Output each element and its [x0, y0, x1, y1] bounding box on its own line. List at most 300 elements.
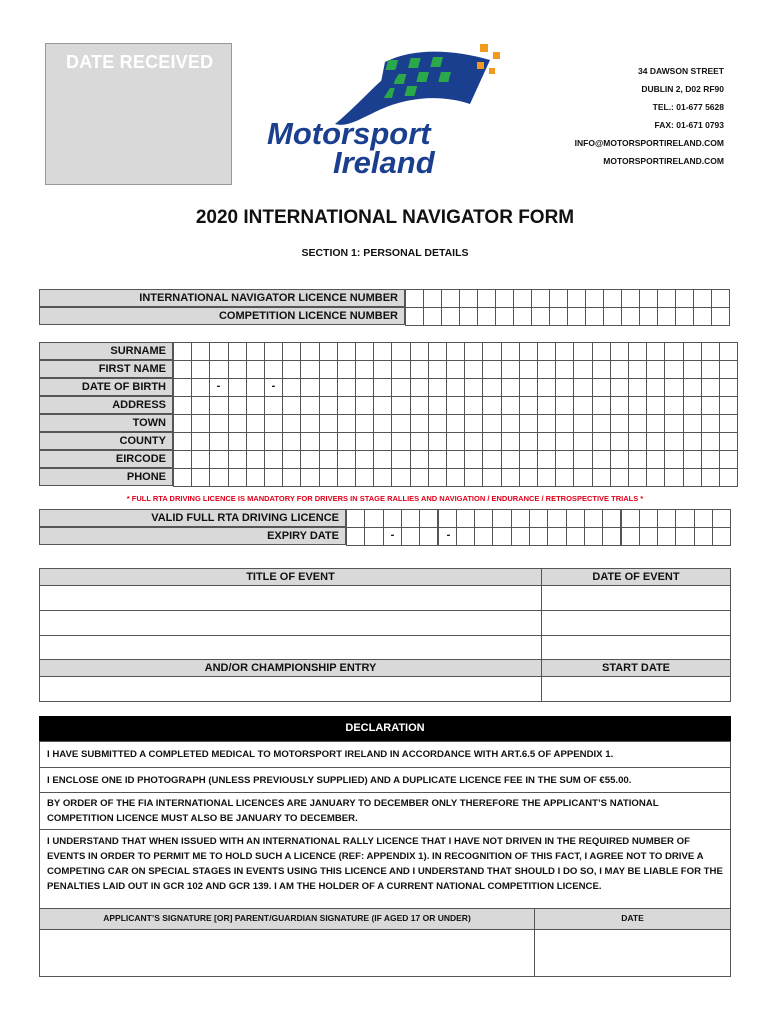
input-cell[interactable]: [501, 396, 520, 415]
input-cell[interactable]: [246, 342, 265, 361]
input-cell[interactable]: [355, 468, 374, 487]
input-cell[interactable]: [228, 360, 247, 379]
input-cell[interactable]: [477, 289, 496, 308]
input-cell[interactable]: [573, 342, 592, 361]
input-cell[interactable]: [464, 450, 483, 469]
input-cell[interactable]: [482, 342, 501, 361]
input-cell[interactable]: [566, 509, 585, 528]
input-cell[interactable]: [209, 414, 228, 433]
input-cell[interactable]: [319, 342, 338, 361]
input-cell[interactable]: [459, 289, 478, 308]
input-cell[interactable]: [513, 307, 532, 326]
input-cell[interactable]: [701, 414, 720, 433]
input-cell[interactable]: [300, 360, 319, 379]
input-cell[interactable]: [482, 468, 501, 487]
input-cell[interactable]: [441, 289, 460, 308]
input-cell[interactable]: [405, 289, 424, 308]
input-cell[interactable]: [719, 360, 738, 379]
championship-entry-field[interactable]: [39, 676, 542, 702]
input-cell[interactable]: [701, 378, 720, 397]
input-cell[interactable]: [346, 509, 365, 528]
input-cell[interactable]: [428, 468, 447, 487]
input-cell[interactable]: [191, 396, 210, 415]
input-cell[interactable]: [438, 509, 457, 528]
input-cell[interactable]: [410, 396, 429, 415]
input-cell[interactable]: [391, 360, 410, 379]
input-cell[interactable]: [603, 307, 622, 326]
input-cell[interactable]: [573, 396, 592, 415]
input-cell[interactable]: [246, 450, 265, 469]
input-cell[interactable]: [428, 414, 447, 433]
event-date-field-2[interactable]: [541, 610, 731, 636]
input-cell[interactable]: [364, 527, 383, 546]
input-cell[interactable]: [209, 432, 228, 451]
input-cell[interactable]: [191, 378, 210, 397]
input-cell[interactable]: [639, 527, 658, 546]
input-cell[interactable]: [228, 414, 247, 433]
input-cell[interactable]: [446, 342, 465, 361]
input-cell[interactable]: [419, 527, 438, 546]
input-cell[interactable]: [719, 468, 738, 487]
input-cell[interactable]: [701, 450, 720, 469]
input-cell[interactable]: [373, 468, 392, 487]
input-cell[interactable]: [391, 414, 410, 433]
input-cell[interactable]: [537, 378, 556, 397]
input-cell[interactable]: [719, 450, 738, 469]
input-cell[interactable]: [423, 307, 442, 326]
input-cell[interactable]: [228, 450, 247, 469]
input-cell[interactable]: [628, 342, 647, 361]
input-cell[interactable]: [547, 509, 566, 528]
input-cell[interactable]: [646, 396, 665, 415]
input-cell[interactable]: [410, 450, 429, 469]
contact-web[interactable]: MOTORSPORTIRELAND.COM: [603, 156, 724, 166]
input-cell[interactable]: [209, 450, 228, 469]
input-cell[interactable]: [501, 360, 520, 379]
input-cell[interactable]: [495, 289, 514, 308]
input-cell[interactable]: [401, 509, 420, 528]
input-cell[interactable]: [694, 509, 713, 528]
input-cell[interactable]: [501, 468, 520, 487]
input-cell[interactable]: [282, 396, 301, 415]
input-cell[interactable]: [477, 307, 496, 326]
input-cell[interactable]: [391, 396, 410, 415]
input-cell[interactable]: [391, 450, 410, 469]
input-cell[interactable]: [373, 414, 392, 433]
input-cell[interactable]: [567, 289, 586, 308]
input-cell[interactable]: [355, 342, 374, 361]
input-cell[interactable]: [701, 468, 720, 487]
input-cell[interactable]: [646, 414, 665, 433]
input-cell[interactable]: [603, 289, 622, 308]
input-cell[interactable]: [657, 509, 676, 528]
input-cell[interactable]: [191, 432, 210, 451]
input-cell[interactable]: [355, 396, 374, 415]
input-cell[interactable]: [282, 342, 301, 361]
input-cell[interactable]: [410, 360, 429, 379]
input-cell[interactable]: [428, 378, 447, 397]
signature-field[interactable]: [39, 929, 535, 977]
input-cell[interactable]: [191, 342, 210, 361]
input-cell[interactable]: [464, 360, 483, 379]
input-cell[interactable]: [639, 307, 658, 326]
input-cell[interactable]: [191, 414, 210, 433]
input-cell[interactable]: [555, 396, 574, 415]
input-cell[interactable]: [319, 414, 338, 433]
input-cell[interactable]: [391, 432, 410, 451]
input-cell[interactable]: [228, 378, 247, 397]
input-cell[interactable]: [683, 396, 702, 415]
input-cell[interactable]: [264, 360, 283, 379]
input-cell[interactable]: [537, 432, 556, 451]
input-cell[interactable]: [547, 527, 566, 546]
input-cell[interactable]: [711, 307, 730, 326]
input-cell[interactable]: [628, 396, 647, 415]
input-cell[interactable]: [209, 342, 228, 361]
input-cell[interactable]: [405, 307, 424, 326]
input-cell[interactable]: [446, 396, 465, 415]
input-cell[interactable]: [501, 342, 520, 361]
input-cell[interactable]: [573, 378, 592, 397]
input-cell[interactable]: [446, 432, 465, 451]
input-cell[interactable]: [173, 468, 192, 487]
input-cell[interactable]: [482, 378, 501, 397]
input-cell[interactable]: [391, 342, 410, 361]
input-cell[interactable]: [664, 360, 683, 379]
input-cell[interactable]: [657, 307, 676, 326]
input-cell[interactable]: [282, 468, 301, 487]
input-cell[interactable]: [621, 509, 640, 528]
input-cell[interactable]: [519, 468, 538, 487]
input-cell[interactable]: [319, 450, 338, 469]
input-cell[interactable]: [573, 468, 592, 487]
input-cell[interactable]: [573, 360, 592, 379]
input-cell[interactable]: [610, 468, 629, 487]
input-cell[interactable]: [191, 468, 210, 487]
input-cell[interactable]: [501, 450, 520, 469]
input-cell[interactable]: [373, 378, 392, 397]
input-cell[interactable]: [592, 468, 611, 487]
input-cell[interactable]: [683, 414, 702, 433]
input-cell[interactable]: [592, 450, 611, 469]
event-title-field-1[interactable]: [39, 585, 542, 611]
input-cell[interactable]: [701, 432, 720, 451]
input-cell[interactable]: [693, 307, 712, 326]
input-cell[interactable]: [711, 289, 730, 308]
input-cell[interactable]: [646, 378, 665, 397]
input-cell[interactable]: [337, 342, 356, 361]
input-cell[interactable]: [209, 360, 228, 379]
input-cell[interactable]: [209, 468, 228, 487]
input-cell[interactable]: [300, 414, 319, 433]
contact-email[interactable]: INFO@MOTORSPORTIRELAND.COM: [574, 138, 724, 148]
input-cell[interactable]: [300, 396, 319, 415]
input-cell[interactable]: [675, 509, 694, 528]
input-cell[interactable]: [264, 432, 283, 451]
input-cell[interactable]: [610, 360, 629, 379]
input-cell[interactable]: [410, 432, 429, 451]
input-cell[interactable]: [373, 432, 392, 451]
input-cell[interactable]: [300, 468, 319, 487]
input-cell[interactable]: [228, 432, 247, 451]
input-cell[interactable]: [675, 307, 694, 326]
input-cell[interactable]: [592, 342, 611, 361]
input-cell[interactable]: [531, 289, 550, 308]
input-cell[interactable]: [464, 432, 483, 451]
input-cell[interactable]: [428, 432, 447, 451]
input-cell[interactable]: [410, 342, 429, 361]
input-cell[interactable]: [492, 509, 511, 528]
input-cell[interactable]: [628, 378, 647, 397]
input-cell[interactable]: [675, 527, 694, 546]
input-cell[interactable]: [482, 396, 501, 415]
input-cell[interactable]: [191, 450, 210, 469]
signature-date-field[interactable]: [534, 929, 731, 977]
input-cell[interactable]: [683, 342, 702, 361]
input-cell[interactable]: [664, 468, 683, 487]
input-cell[interactable]: [585, 289, 604, 308]
input-cell[interactable]: [683, 360, 702, 379]
input-cell[interactable]: [602, 527, 621, 546]
input-cell[interactable]: [464, 378, 483, 397]
input-cell[interactable]: [602, 509, 621, 528]
start-date-field[interactable]: [541, 676, 731, 702]
input-cell[interactable]: [410, 468, 429, 487]
input-cell[interactable]: [519, 360, 538, 379]
input-cell[interactable]: [446, 414, 465, 433]
input-cell[interactable]: [646, 450, 665, 469]
input-cell[interactable]: [584, 527, 603, 546]
input-cell[interactable]: [628, 432, 647, 451]
input-cell[interactable]: [495, 307, 514, 326]
input-cell[interactable]: [173, 342, 192, 361]
input-cell[interactable]: [319, 432, 338, 451]
input-cell[interactable]: [719, 432, 738, 451]
input-cell[interactable]: [555, 360, 574, 379]
input-cell[interactable]: [264, 414, 283, 433]
input-cell[interactable]: [173, 414, 192, 433]
input-cell[interactable]: [464, 342, 483, 361]
input-cell[interactable]: [592, 432, 611, 451]
input-cell[interactable]: [482, 360, 501, 379]
input-cell[interactable]: [482, 414, 501, 433]
event-title-field-3[interactable]: [39, 635, 542, 660]
input-cell[interactable]: [701, 396, 720, 415]
input-cell[interactable]: [513, 289, 532, 308]
input-cell[interactable]: [529, 527, 548, 546]
input-cell[interactable]: [373, 450, 392, 469]
input-cell[interactable]: [628, 414, 647, 433]
input-cell[interactable]: [246, 432, 265, 451]
event-date-field-1[interactable]: [541, 585, 731, 611]
input-cell[interactable]: [282, 450, 301, 469]
input-cell[interactable]: [573, 450, 592, 469]
input-cell[interactable]: [610, 414, 629, 433]
input-cell[interactable]: [664, 414, 683, 433]
input-cell[interactable]: [519, 342, 538, 361]
input-cell[interactable]: [337, 450, 356, 469]
input-cell[interactable]: [300, 432, 319, 451]
input-cell[interactable]: [173, 432, 192, 451]
input-cell[interactable]: [694, 527, 713, 546]
input-cell[interactable]: [464, 414, 483, 433]
input-cell[interactable]: [646, 360, 665, 379]
input-cell[interactable]: [573, 432, 592, 451]
input-cell[interactable]: [428, 396, 447, 415]
input-cell[interactable]: [646, 468, 665, 487]
input-cell[interactable]: [319, 468, 338, 487]
input-cell[interactable]: [173, 450, 192, 469]
input-cell[interactable]: [410, 414, 429, 433]
input-cell[interactable]: [529, 509, 548, 528]
input-cell[interactable]: [391, 378, 410, 397]
input-cell[interactable]: [464, 396, 483, 415]
event-date-field-3[interactable]: [541, 635, 731, 660]
input-cell[interactable]: [719, 378, 738, 397]
input-cell[interactable]: [383, 509, 402, 528]
input-cell[interactable]: [264, 450, 283, 469]
input-cell[interactable]: [355, 414, 374, 433]
input-cell[interactable]: [300, 342, 319, 361]
input-cell[interactable]: [657, 289, 676, 308]
input-cell[interactable]: [519, 378, 538, 397]
input-cell[interactable]: [573, 414, 592, 433]
event-title-field-2[interactable]: [39, 610, 542, 636]
input-cell[interactable]: [501, 432, 520, 451]
input-cell[interactable]: [639, 289, 658, 308]
input-cell[interactable]: [555, 414, 574, 433]
input-cell[interactable]: [419, 509, 438, 528]
input-cell[interactable]: [549, 307, 568, 326]
input-cell[interactable]: [282, 360, 301, 379]
input-cell[interactable]: [391, 468, 410, 487]
input-cell[interactable]: [555, 468, 574, 487]
input-cell[interactable]: [173, 360, 192, 379]
input-cell[interactable]: [555, 378, 574, 397]
input-cell[interactable]: [719, 342, 738, 361]
input-cell[interactable]: [628, 450, 647, 469]
input-cell[interactable]: [610, 378, 629, 397]
input-cell[interactable]: [537, 396, 556, 415]
input-cell[interactable]: [519, 396, 538, 415]
input-cell[interactable]: [519, 414, 538, 433]
input-cell[interactable]: [464, 468, 483, 487]
input-cell[interactable]: [228, 342, 247, 361]
input-cell[interactable]: [246, 360, 265, 379]
input-cell[interactable]: [592, 396, 611, 415]
input-cell[interactable]: [592, 360, 611, 379]
input-cell[interactable]: [511, 527, 530, 546]
input-cell[interactable]: [519, 432, 538, 451]
input-cell[interactable]: [282, 378, 301, 397]
input-cell[interactable]: [428, 360, 447, 379]
input-cell[interactable]: [246, 414, 265, 433]
input-cell[interactable]: [282, 414, 301, 433]
input-cell[interactable]: [373, 396, 392, 415]
input-cell[interactable]: [173, 378, 192, 397]
input-cell[interactable]: [646, 342, 665, 361]
input-cell[interactable]: [191, 360, 210, 379]
input-cell[interactable]: [537, 414, 556, 433]
input-cell[interactable]: [555, 450, 574, 469]
input-cell[interactable]: [610, 450, 629, 469]
input-cell[interactable]: [428, 450, 447, 469]
input-cell[interactable]: [683, 432, 702, 451]
input-cell[interactable]: [246, 378, 265, 397]
input-cell[interactable]: [683, 378, 702, 397]
input-cell[interactable]: [511, 509, 530, 528]
input-cell[interactable]: [537, 342, 556, 361]
input-cell[interactable]: [664, 396, 683, 415]
input-cell[interactable]: [300, 450, 319, 469]
input-cell[interactable]: [621, 289, 640, 308]
input-cell[interactable]: [446, 468, 465, 487]
input-cell[interactable]: [492, 527, 511, 546]
input-cell[interactable]: [346, 527, 365, 546]
input-cell[interactable]: [355, 432, 374, 451]
input-cell[interactable]: [228, 468, 247, 487]
input-cell[interactable]: [555, 342, 574, 361]
input-cell[interactable]: [282, 432, 301, 451]
input-cell[interactable]: [264, 396, 283, 415]
input-cell[interactable]: [712, 509, 731, 528]
input-cell[interactable]: [693, 289, 712, 308]
input-cell[interactable]: [173, 396, 192, 415]
input-cell[interactable]: [664, 432, 683, 451]
input-cell[interactable]: [664, 342, 683, 361]
input-cell[interactable]: [549, 289, 568, 308]
input-cell[interactable]: [584, 509, 603, 528]
input-cell[interactable]: [364, 509, 383, 528]
input-cell[interactable]: [446, 360, 465, 379]
input-cell[interactable]: [337, 414, 356, 433]
input-cell[interactable]: [474, 527, 493, 546]
input-cell[interactable]: [664, 378, 683, 397]
input-cell[interactable]: [621, 527, 640, 546]
input-cell[interactable]: [701, 342, 720, 361]
input-cell[interactable]: [701, 360, 720, 379]
input-cell[interactable]: [355, 378, 374, 397]
input-cell[interactable]: [482, 432, 501, 451]
input-cell[interactable]: [537, 468, 556, 487]
input-cell[interactable]: [519, 450, 538, 469]
input-cell[interactable]: [423, 289, 442, 308]
input-cell[interactable]: [410, 378, 429, 397]
input-cell[interactable]: [441, 307, 460, 326]
input-cell[interactable]: [373, 342, 392, 361]
input-cell[interactable]: [482, 450, 501, 469]
input-cell[interactable]: [664, 450, 683, 469]
input-cell[interactable]: [567, 307, 586, 326]
input-cell[interactable]: [246, 468, 265, 487]
input-cell[interactable]: [337, 360, 356, 379]
input-cell[interactable]: [337, 432, 356, 451]
input-cell[interactable]: [657, 527, 676, 546]
input-cell[interactable]: [446, 378, 465, 397]
input-cell[interactable]: [319, 378, 338, 397]
input-cell[interactable]: [628, 360, 647, 379]
input-cell[interactable]: [209, 396, 228, 415]
input-cell[interactable]: [264, 342, 283, 361]
input-cell[interactable]: [456, 527, 475, 546]
input-cell[interactable]: [373, 360, 392, 379]
input-cell[interactable]: [555, 432, 574, 451]
input-cell[interactable]: [319, 360, 338, 379]
input-cell[interactable]: [446, 450, 465, 469]
input-cell[interactable]: [610, 396, 629, 415]
input-cell[interactable]: [639, 509, 658, 528]
input-cell[interactable]: [428, 342, 447, 361]
